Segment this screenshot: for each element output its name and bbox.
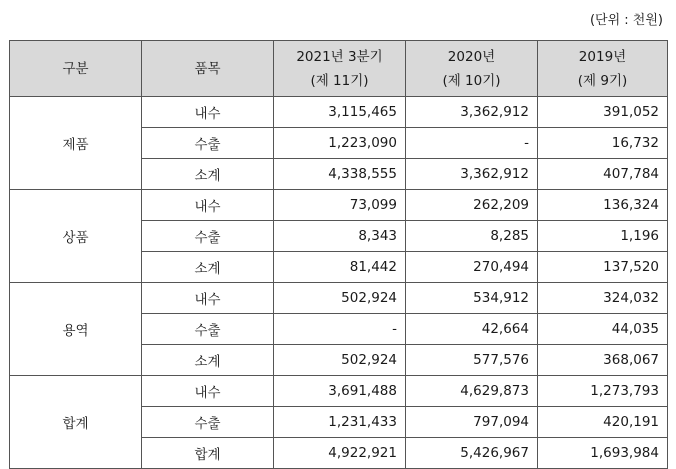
header-period-2020 — [406, 41, 538, 97]
value-2019: 16,732 — [538, 128, 668, 159]
unit-note: (단위 : 천원) — [589, 13, 663, 28]
value-2019: 324,032 — [538, 283, 668, 314]
value-2019: 1,273,793 — [538, 376, 668, 407]
item-label: 내수 — [142, 190, 274, 221]
header-period-2020-year: 2020년 — [447, 48, 496, 65]
item-label: 소계 — [142, 159, 274, 190]
value-2021q3: 81,442 — [274, 252, 406, 283]
header-row — [10, 41, 668, 97]
value-2021q3: 8,343 — [274, 221, 406, 252]
value-2020: 577,576 — [406, 345, 538, 376]
value-2019: 1,196 — [538, 221, 668, 252]
table-body — [10, 97, 668, 469]
value-2021q3: 502,924 — [274, 283, 406, 314]
value-2019: 420,191 — [538, 407, 668, 438]
header-period-2021q3-term: (제 11기) — [310, 72, 369, 89]
item-label: 수출 — [142, 314, 274, 345]
value-2020: 270,494 — [406, 252, 538, 283]
value-2019: 137,520 — [538, 252, 668, 283]
table-row — [10, 190, 668, 221]
value-2020: 797,094 — [406, 407, 538, 438]
header-period-2019-term: (제 9기) — [577, 72, 628, 89]
header-period-2020-term: (제 10기) — [442, 72, 501, 89]
header-period-2021q3-year: 2021년 3분기 — [296, 48, 383, 65]
item-label: 수출 — [142, 221, 274, 252]
sales-table — [9, 40, 668, 469]
group-label: 합계 — [10, 376, 142, 469]
item-label: 내수 — [142, 376, 274, 407]
value-2020: 4,629,873 — [406, 376, 538, 407]
item-label: 수출 — [142, 407, 274, 438]
table-row — [10, 97, 668, 128]
value-2021q3: 1,231,433 — [274, 407, 406, 438]
item-label: 수출 — [142, 128, 274, 159]
value-2021q3: 502,924 — [274, 345, 406, 376]
item-label: 합계 — [142, 438, 274, 469]
value-2021q3: - — [274, 314, 406, 345]
value-2021q3: 1,223,090 — [274, 128, 406, 159]
value-2019: 368,067 — [538, 345, 668, 376]
item-label: 소계 — [142, 345, 274, 376]
value-2021q3: 3,691,488 — [274, 376, 406, 407]
value-2021q3: 3,115,465 — [274, 97, 406, 128]
value-2019: 407,784 — [538, 159, 668, 190]
value-2020: 5,426,967 — [406, 438, 538, 469]
value-2020: 42,664 — [406, 314, 538, 345]
value-2019: 391,052 — [538, 97, 668, 128]
item-label: 소계 — [142, 252, 274, 283]
value-2021q3: 4,922,921 — [274, 438, 406, 469]
value-2021q3: 73,099 — [274, 190, 406, 221]
table-row — [10, 376, 668, 407]
value-2020: 262,209 — [406, 190, 538, 221]
header-period-2021q3 — [274, 41, 406, 97]
value-2020: 3,362,912 — [406, 159, 538, 190]
value-2020: 8,285 — [406, 221, 538, 252]
group-label: 제품 — [10, 97, 142, 190]
group-label: 용역 — [10, 283, 142, 376]
header-period-2019-year: 2019년 — [578, 48, 627, 65]
value-2019: 1,693,984 — [538, 438, 668, 469]
header-period-2019 — [538, 41, 668, 97]
value-2021q3: 4,338,555 — [274, 159, 406, 190]
value-2020: 3,362,912 — [406, 97, 538, 128]
group-label: 상품 — [10, 190, 142, 283]
value-2019: 44,035 — [538, 314, 668, 345]
header-item: 품목 — [142, 41, 274, 97]
value-2019: 136,324 — [538, 190, 668, 221]
table-row — [10, 283, 668, 314]
item-label: 내수 — [142, 283, 274, 314]
value-2020: 534,912 — [406, 283, 538, 314]
header-category: 구분 — [10, 41, 142, 97]
value-2020: - — [406, 128, 538, 159]
item-label: 내수 — [142, 97, 274, 128]
